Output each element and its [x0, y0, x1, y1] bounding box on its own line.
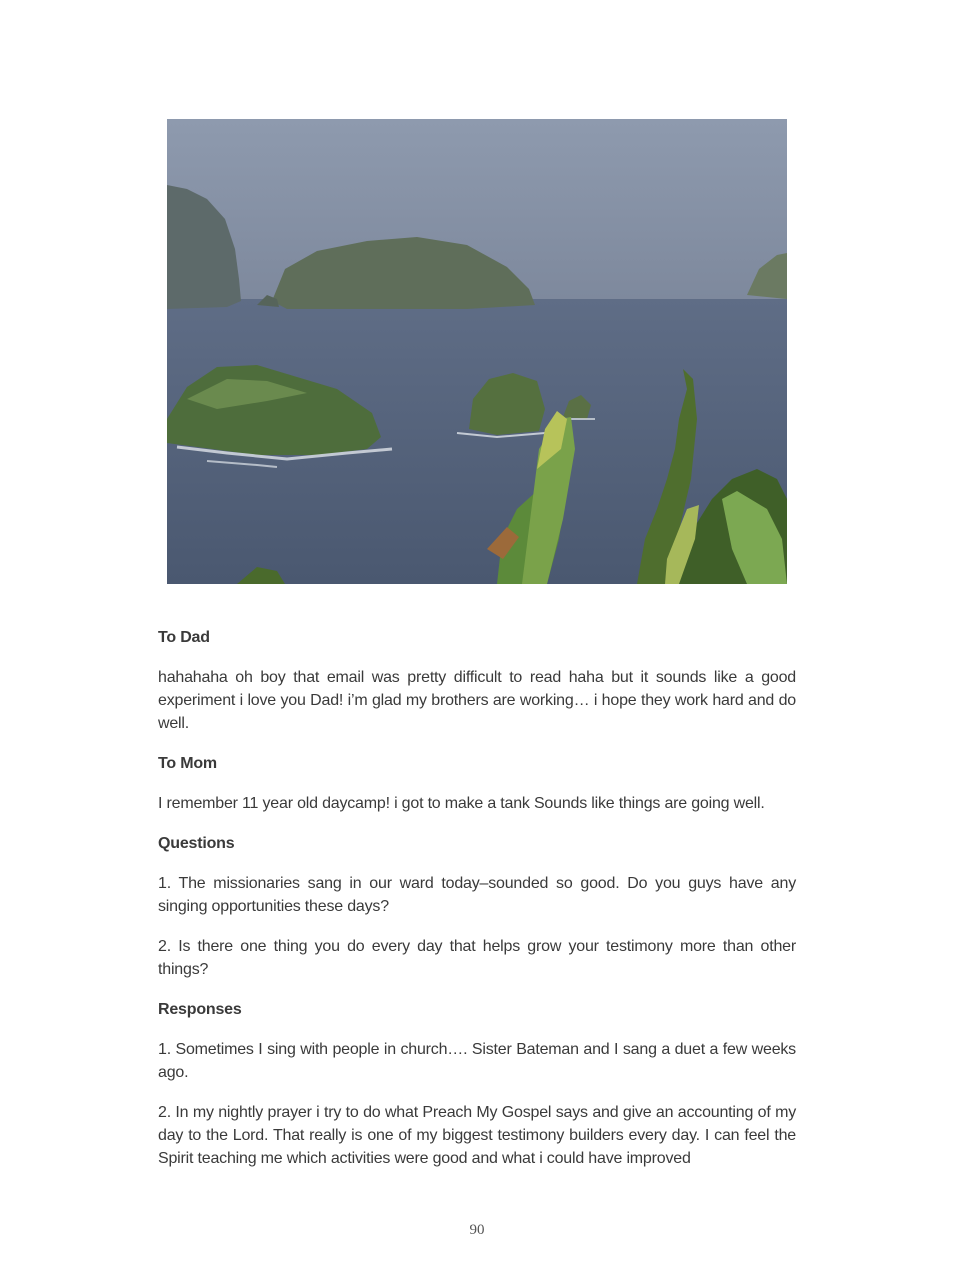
section-heading-to-dad: To Dad: [158, 629, 210, 646]
paragraph-to-dad: hahahaha oh boy that email was pretty difficult to read haha but it sounds like a good experiment i love you Dad! i’m glad my brothers are working… i hope they work hard and do well.: [158, 669, 796, 732]
response-1: 1. Sometimes I sing with people in church…. Sister Bateman and I sang a duet a few weeks ago.: [158, 1041, 796, 1081]
island-photo: [167, 119, 787, 584]
page-number: 90: [469, 1222, 485, 1238]
question-1: 1. The missionaries sang in our ward today–sounded so good. Do you guys have any singing opportunities these days?: [158, 875, 796, 915]
letter-body: [158, 626, 796, 1187]
section-heading-responses: Responses: [158, 1001, 242, 1018]
question-2: 2. Is there one thing you do every day that helps grow your testimony more than other things?: [158, 938, 796, 978]
paragraph-to-mom: I remember 11 year old daycamp! i got to make a tank Sounds like things are going well.: [158, 795, 765, 812]
section-heading-questions: Questions: [158, 835, 235, 852]
response-2: 2. In my nightly prayer i try to do what Preach My Gospel says and give an accounting of my day to the Lord. That really is one of my biggest testimony builders every day. I can feel the Spirit teaching me which activities were good and what i could have improved: [158, 1104, 796, 1167]
islands-and-sea-icon: [167, 119, 787, 584]
section-heading-to-mom: To Mom: [158, 755, 217, 772]
